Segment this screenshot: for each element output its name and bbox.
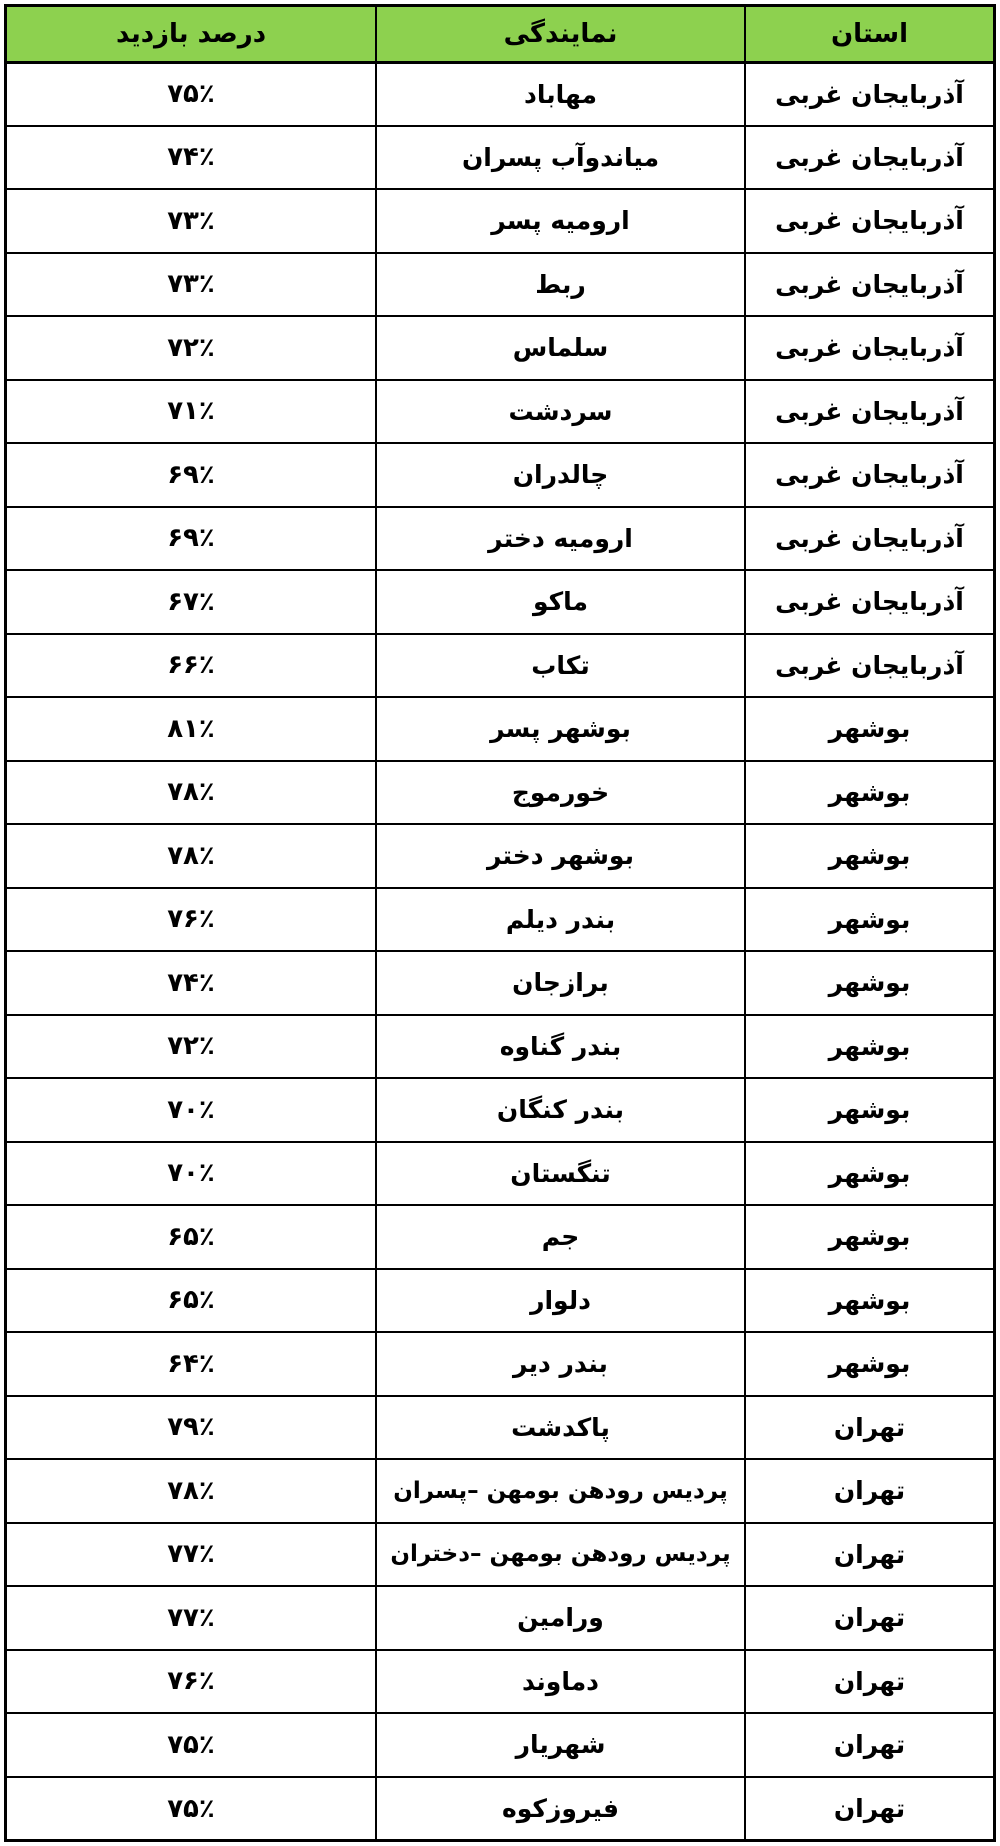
province-cell: بوشهر <box>745 1142 993 1206</box>
table-row <box>7 1586 993 1650</box>
branch-cell: ماکو <box>376 570 745 634</box>
branch-cell: جم <box>376 1205 745 1269</box>
table-row <box>7 1205 993 1269</box>
branch-cell: دماوند <box>376 1650 745 1714</box>
branch-cell: برازجان <box>376 951 745 1015</box>
province-cell: آذربایجان غربی <box>745 380 993 444</box>
table-header <box>7 7 993 62</box>
branch-cell: سردشت <box>376 380 745 444</box>
table-row <box>7 443 993 507</box>
visit-percent-cell: ۷۰٪ <box>7 1142 376 1206</box>
province-cell: آذربایجان غربی <box>745 62 993 126</box>
branch-cell: خورموج <box>376 761 745 825</box>
table-row <box>7 570 993 634</box>
visit-percent-cell: ۶۵٪ <box>7 1205 376 1269</box>
province-cell: بوشهر <box>745 1015 993 1079</box>
visit-percent-cell: ۷۵٪ <box>7 1713 376 1777</box>
visit-percent-cell: ۷۸٪ <box>7 824 376 888</box>
branch-cell: چالدران <box>376 443 745 507</box>
visit-percent-cell: ۶۹٪ <box>7 507 376 571</box>
province-cell: آذربایجان غربی <box>745 634 993 698</box>
province-cell: بوشهر <box>745 697 993 761</box>
branch-cell: ورامین <box>376 1586 745 1650</box>
visit-percent-cell: ۷۲٪ <box>7 316 376 380</box>
table-row <box>7 1650 993 1714</box>
branch-cell: بندر دیر <box>376 1332 745 1396</box>
table-body <box>7 62 993 1840</box>
table-row <box>7 253 993 317</box>
header-row <box>7 7 993 62</box>
province-cell: بوشهر <box>745 1269 993 1333</box>
branch-cell: ربط <box>376 253 745 317</box>
province-cell: بوشهر <box>745 761 993 825</box>
header-branch: نمایندگی <box>376 7 745 62</box>
province-cell: آذربایجان غربی <box>745 570 993 634</box>
visit-percent-cell: ۶۹٪ <box>7 443 376 507</box>
province-cell: تهران <box>745 1459 993 1523</box>
table-row <box>7 1777 993 1841</box>
branch-cell: بوشهر پسر <box>376 697 745 761</box>
branch-cell: میاندوآب پسران <box>376 126 745 190</box>
branch-cell: مهاباد <box>376 62 745 126</box>
table-row <box>7 1459 993 1523</box>
province-cell: آذربایجان غربی <box>745 316 993 380</box>
visit-percent-cell: ۷۰٪ <box>7 1078 376 1142</box>
province-cell: تهران <box>745 1586 993 1650</box>
province-cell: تهران <box>745 1523 993 1587</box>
visit-percent-cell: ۷۱٪ <box>7 380 376 444</box>
province-cell: آذربایجان غربی <box>745 443 993 507</box>
province-cell: تهران <box>745 1713 993 1777</box>
table-row <box>7 697 993 761</box>
table-row <box>7 507 993 571</box>
branch-cell: تنگستان <box>376 1142 745 1206</box>
table-row <box>7 189 993 253</box>
visit-percent-cell: ۶۵٪ <box>7 1269 376 1333</box>
table-row <box>7 1396 993 1460</box>
branch-cell: پاکدشت <box>376 1396 745 1460</box>
visit-percent-cell: ۶۴٪ <box>7 1332 376 1396</box>
table-row <box>7 380 993 444</box>
visit-percent-cell: ۷۳٪ <box>7 253 376 317</box>
province-cell: بوشهر <box>745 1205 993 1269</box>
province-cell: بوشهر <box>745 951 993 1015</box>
branch-cell: سلماس <box>376 316 745 380</box>
table-row <box>7 761 993 825</box>
branch-cell: شهریار <box>376 1713 745 1777</box>
province-cell: بوشهر <box>745 1078 993 1142</box>
table-row <box>7 1713 993 1777</box>
visit-percent-cell: ۸۱٪ <box>7 697 376 761</box>
header-visit-percent: درصد بازدید <box>7 7 376 62</box>
branch-cell: بندر کنگان <box>376 1078 745 1142</box>
visit-percent-cell: ۷۴٪ <box>7 951 376 1015</box>
table-row <box>7 1078 993 1142</box>
branch-cell: تکاب <box>376 634 745 698</box>
visit-percent-cell: ۷۶٪ <box>7 888 376 952</box>
province-cell: آذربایجان غربی <box>745 253 993 317</box>
table-row <box>7 316 993 380</box>
visit-percent-cell: ۷۵٪ <box>167 79 215 109</box>
visit-percent-cell: ۷۴٪ <box>7 126 376 190</box>
visit-percent-cell: ۷۹٪ <box>7 1396 376 1460</box>
branch-cell: پردیس رودهن بومهن –پسران <box>376 1459 745 1523</box>
visit-percentage-table-sheet <box>4 4 996 1842</box>
table-row <box>7 1015 993 1079</box>
province-cell: بوشهر <box>745 824 993 888</box>
visit-percent-cell: ۷۸٪ <box>7 761 376 825</box>
province-cell: تهران <box>745 1396 993 1460</box>
branch-cell: بندر گناوه <box>376 1015 745 1079</box>
table-row <box>7 888 993 952</box>
branch-cell: بوشهر دختر <box>376 824 745 888</box>
table-row <box>7 824 993 888</box>
branch-cell: پردیس رودهن بومهن –دختران <box>376 1523 745 1587</box>
branch-cell: دلوار <box>376 1269 745 1333</box>
branch-cell: فیروزکوه <box>376 1777 745 1841</box>
visit-percent-cell: ۷۳٪ <box>7 189 376 253</box>
province-cell: تهران <box>745 1777 993 1841</box>
table-row <box>7 951 993 1015</box>
table-row <box>7 1332 993 1396</box>
visit-percent-cell: ۷۷٪ <box>7 1523 376 1587</box>
province-cell: بوشهر <box>745 888 993 952</box>
header-province: استان <box>745 7 993 62</box>
province-cell: بوشهر <box>745 1332 993 1396</box>
province-cell: آذربایجان غربی <box>745 126 993 190</box>
table-row <box>7 1523 993 1587</box>
visit-percent-cell: ۷۲٪ <box>7 1015 376 1079</box>
branch-cell: ارومیه دختر <box>376 507 745 571</box>
table-row <box>7 1269 993 1333</box>
table-row <box>7 62 993 126</box>
visit-percent-cell: ۷۶٪ <box>7 1650 376 1714</box>
table-row <box>7 126 993 190</box>
visit-percent-cell: ۶۶٪ <box>7 634 376 698</box>
branch-cell: بندر دیلم <box>376 888 745 952</box>
table-row <box>7 634 993 698</box>
province-cell: آذربایجان غربی <box>745 507 993 571</box>
visit-percent-cell: ۷۷٪ <box>7 1586 376 1650</box>
province-cell: آذربایجان غربی <box>745 189 993 253</box>
visit-percent-cell: ۷۵٪ <box>7 1777 376 1841</box>
visit-percent-cell: ۶۷٪ <box>7 570 376 634</box>
branch-cell: ارومیه پسر <box>376 189 745 253</box>
visit-percentage-table <box>7 7 993 1840</box>
table-row <box>7 1142 993 1206</box>
province-cell: تهران <box>745 1650 993 1714</box>
visit-percent-cell: ۷۸٪ <box>7 1459 376 1523</box>
